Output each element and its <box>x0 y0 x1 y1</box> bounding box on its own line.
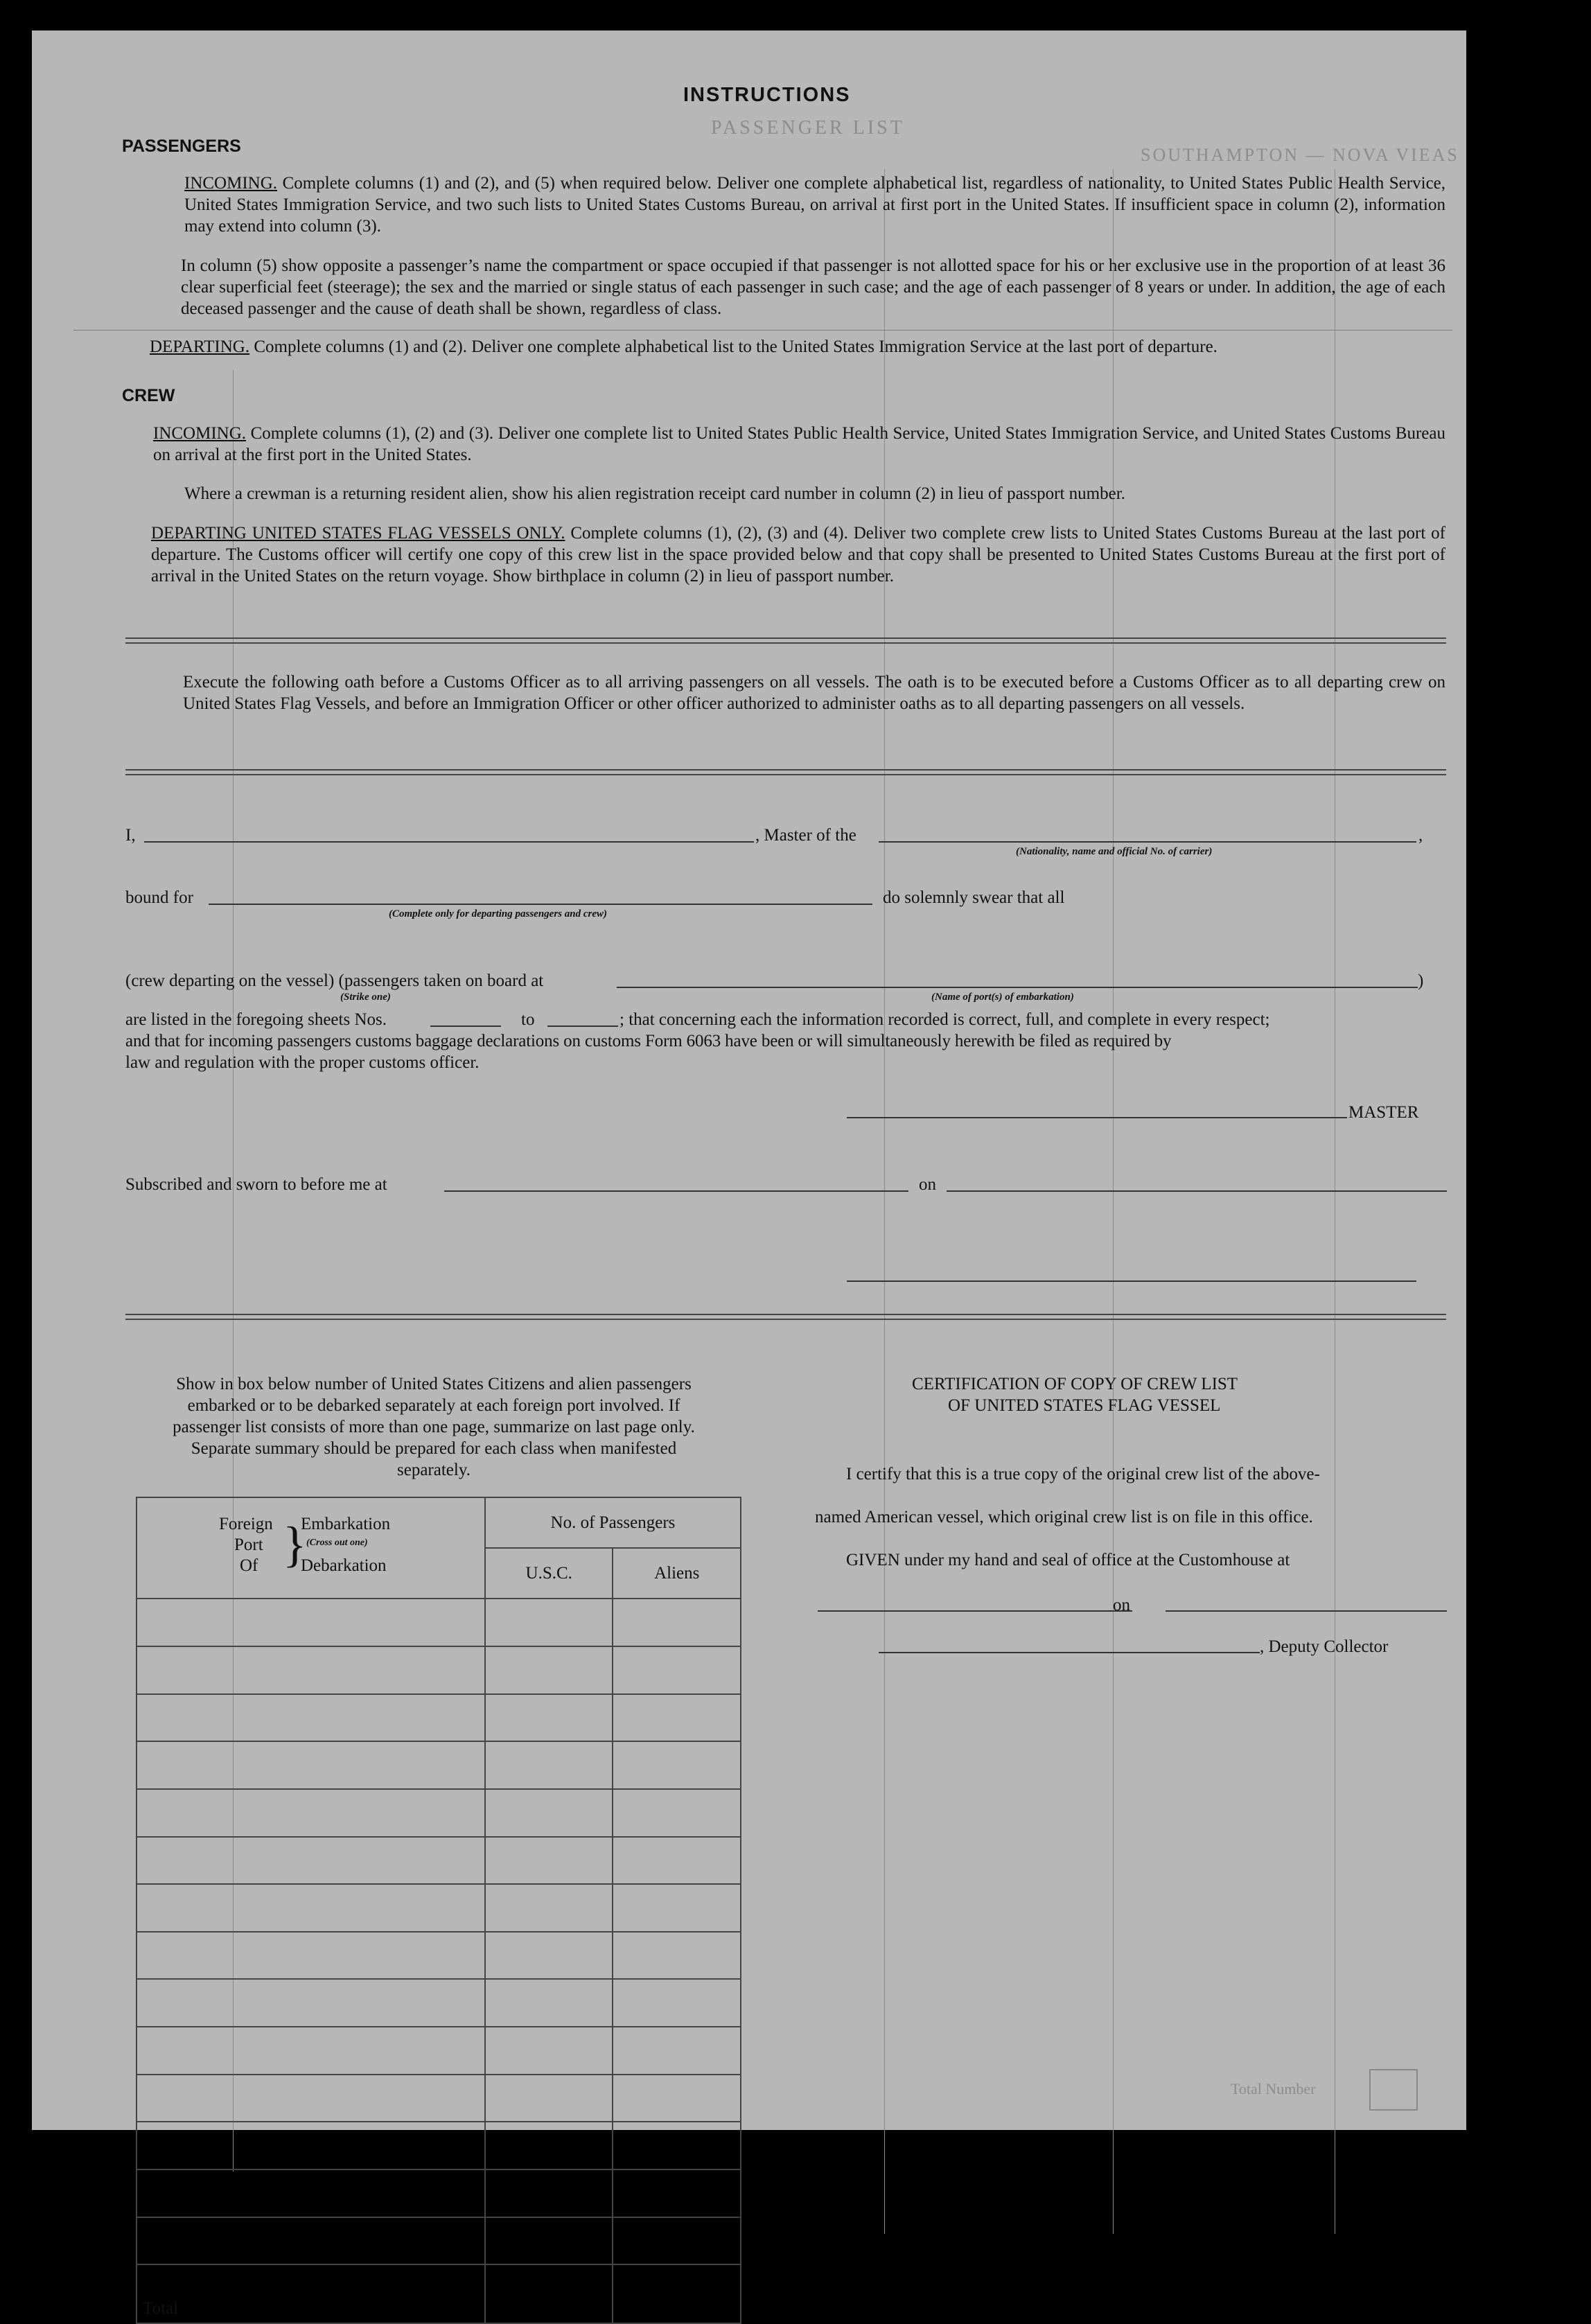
certification-line-3: GIVEN under my hand and seal of office at the Customhouse at <box>846 1551 1290 1569</box>
certification-title-1: CERTIFICATION OF COPY OF CREW LIST <box>912 1375 1238 1393</box>
listed-to-label: to <box>521 1010 535 1029</box>
customhouse-field[interactable] <box>818 1610 1132 1612</box>
passenger-summary-table <box>136 1497 741 2324</box>
aliens-cell[interactable] <box>613 1694 741 1742</box>
total-row-label: Total <box>137 2264 485 2323</box>
aliens-cell[interactable] <box>613 1884 741 1932</box>
sheet-from-field[interactable] <box>430 1025 501 1027</box>
section-divider <box>125 1314 1446 1320</box>
table-row[interactable] <box>137 2217 485 2265</box>
debarkation-label: Debarkation <box>301 1556 387 1576</box>
table-row[interactable] <box>137 1884 485 1932</box>
aliens-cell[interactable] <box>613 2027 741 2075</box>
passengers-departing-text: Complete columns (1) and (2). Deliver one complete alphabetical list to the United States Immigration Service at the last port of departure. <box>254 337 1218 356</box>
divider <box>73 330 1452 331</box>
strike-one-label: (Strike one) <box>340 992 391 1003</box>
usc-cell[interactable] <box>485 2075 613 2122</box>
certification-on-label: on <box>1113 1596 1130 1614</box>
aliens-cell[interactable] <box>613 1599 741 1646</box>
table-row[interactable] <box>137 2122 485 2169</box>
crew-incoming-text: Complete columns (1), (2) and (3). Deliver one complete list to United States Public Health Service, United States Immigration Service, and United States Customs Bureau on arrival at the first port in the United States. <box>153 424 1445 464</box>
crew-incoming-label: INCOMING. <box>153 424 247 443</box>
total-number-box[interactable] <box>1369 2069 1418 2111</box>
deputy-collector-label: , Deputy Collector <box>1260 1637 1389 1656</box>
bound-for-field[interactable] <box>209 904 872 905</box>
sworn-at-field[interactable] <box>444 1190 908 1192</box>
table-row[interactable] <box>137 1599 485 1646</box>
usc-cell[interactable] <box>485 2169 613 2217</box>
aliens-cell[interactable] <box>613 1646 741 1694</box>
bleed-through-text: SOUTHAMPTON — NOVA VIEAS <box>1141 145 1459 165</box>
master-of-label: , Master of the <box>755 826 856 845</box>
bleed-through-line <box>1113 169 1114 2234</box>
of-label: Of <box>240 1556 258 1576</box>
listed-text-b: ; that concerning each the information recorded is correct, full, and complete in every respect; <box>619 1010 1270 1029</box>
bleed-through-text: PASSENGER LIST <box>711 117 905 139</box>
aliens-cell[interactable] <box>613 1789 741 1837</box>
table-row[interactable] <box>137 2075 485 2122</box>
aliens-cell[interactable] <box>613 2122 741 2169</box>
carrier-field[interactable] <box>879 841 1416 843</box>
passengers-heading: PASSENGERS <box>122 137 241 156</box>
usc-cell[interactable] <box>485 1741 613 1789</box>
listed-text-d: law and regulation with the proper customs officer. <box>125 1053 480 1072</box>
port-of-embarkation-field[interactable] <box>617 987 1418 988</box>
usc-cell[interactable] <box>485 1599 613 1646</box>
usc-cell[interactable] <box>485 1694 613 1742</box>
passengers-departing-label: DEPARTING. <box>150 337 250 356</box>
aliens-cell[interactable] <box>613 1932 741 1980</box>
usc-cell[interactable] <box>485 1979 613 2027</box>
usc-cell[interactable] <box>485 1646 613 1694</box>
passengers-departing-paragraph <box>150 336 1445 358</box>
sheet-to-field[interactable] <box>547 1025 618 1027</box>
foreign-port-header <box>137 1497 485 1599</box>
passengers-incoming-label: INCOMING. <box>184 174 278 193</box>
close-paren: ) <box>1418 971 1424 990</box>
crew-departing-label: DEPARTING UNITED STATES FLAG VESSELS ONLY. <box>151 524 565 543</box>
crew-heading: CREW <box>122 386 175 405</box>
master-signature-field[interactable] <box>847 1117 1347 1118</box>
aliens-cell[interactable] <box>613 2169 741 2217</box>
usc-cell[interactable] <box>485 2122 613 2169</box>
aliens-cell[interactable] <box>613 2217 741 2265</box>
table-row[interactable] <box>137 1932 485 1980</box>
certification-date-field[interactable] <box>1166 1610 1447 1612</box>
table-row[interactable] <box>137 1837 485 1885</box>
usc-cell[interactable] <box>485 2217 613 2265</box>
port-field-label: (Name of port(s) of embarkation) <box>931 992 1074 1003</box>
page-title: INSTRUCTIONS <box>683 84 851 106</box>
usc-cell[interactable] <box>485 1884 613 1932</box>
foreign-label: Foreign <box>219 1515 273 1534</box>
oath-i-label: I, <box>125 826 136 845</box>
table-row[interactable] <box>137 1789 485 1837</box>
table-row[interactable] <box>137 1741 485 1789</box>
crew-departing-text: (crew departing on the vessel) (passengers taken on board at <box>125 971 544 990</box>
deputy-collector-signature-field[interactable] <box>879 1652 1260 1653</box>
passengers-incoming-text: Complete columns (1) and (2), and (5) when required below. Deliver one complete alphabetical list, regardless of nationality, to United States Public Health Service, United States Immigration Service, and two such lists to United States Customs Bureau, on arrival at first port in the United States. If insufficient space in column (2), information may extend into column (3). <box>184 174 1446 236</box>
crew-incoming-paragraph <box>153 423 1445 466</box>
table-row[interactable] <box>137 1694 485 1742</box>
certification-title-2: OF UNITED STATES FLAG VESSEL <box>948 1396 1221 1415</box>
brace-icon: } <box>283 1517 307 1573</box>
aliens-cell[interactable] <box>613 2075 741 2122</box>
usc-cell[interactable] <box>485 2027 613 2075</box>
usc-cell[interactable] <box>485 1932 613 1980</box>
port-label: Port <box>234 1535 263 1555</box>
oath-intro: Execute the following oath before a Customs Officer as to all arriving passengers on all vessels. The oath is to be executed before a Customs Officer as to all departing crew on United States Flag Vessels, and before an Immigration Officer or other officer authorized to administer oaths as to all departing passengers on all vessels. <box>183 673 1445 713</box>
listed-text-a: are listed in the foregoing sheets Nos. <box>125 1010 387 1029</box>
listed-text-c: and that for incoming passengers customs baggage declarations on customs Form 6063 have been or will simultaneously herewith be filed as required by <box>125 1032 1172 1050</box>
crew-departing-text: Complete columns (1), (2), (3) and (4). Deliver two complete crew lists to United States Customs Bureau at the last port of departure. The Customs officer will certify one copy of this crew list in the space provided below and that copy shall be presented to United States Customs Bureau at the first port of arrival in the United States on the return voyage. Show birthplace in column (2) in lieu of passport number. <box>151 524 1445 586</box>
bound-for-field-label: (Complete only for departing passengers and crew) <box>389 908 607 919</box>
bleed-through-line <box>884 169 885 2234</box>
carrier-field-label: (Nationality, name and official No. of carrier) <box>1016 846 1213 857</box>
total-usc-cell[interactable] <box>485 2264 613 2323</box>
total-aliens-cell[interactable] <box>613 2264 741 2323</box>
section-divider <box>125 769 1446 775</box>
total-number-label: Total Number <box>1231 2080 1316 2097</box>
sworn-on-label: on <box>919 1175 936 1194</box>
subscribed-label: Subscribed and sworn to before me at <box>125 1175 387 1194</box>
passengers-incoming-paragraph <box>184 173 1445 237</box>
comma: , <box>1418 826 1423 845</box>
usc-cell[interactable] <box>485 1789 613 1837</box>
aliens-cell[interactable] <box>613 1979 741 2027</box>
usc-header: U.S.C. <box>485 1548 613 1599</box>
aliens-header: Aliens <box>613 1548 741 1599</box>
passengers-column5-paragraph: In column (5) show opposite a passenger’s name the compartment or space occupied if that passenger is not allotted space for his or her exclusive use in the proportion of at least 36 clear superficial feet (steerage); the sex and the married or single status of each passenger in such case; and the age of each passenger of 8 years or under. In addition, the age of each deceased passenger and the cause of death shall be shown, regardless of class. <box>181 256 1445 318</box>
certification-line-2: named American vessel, which original crew list is on file in this office. <box>815 1508 1313 1526</box>
summary-intro: Show in box below number of United States Citizens and alien passengers embarked or to be debarked separately at each foreign port involved. If passenger list consists of more than one page, summarize on last page only. Separate summary should be prepared for each class when manifested separately. <box>173 1375 695 1479</box>
cross-out-label: (Cross out one) <box>306 1538 368 1549</box>
table-row[interactable] <box>137 1646 485 1694</box>
usc-cell[interactable] <box>485 1837 613 1885</box>
table-row[interactable] <box>137 2169 485 2217</box>
aliens-cell[interactable] <box>613 1837 741 1885</box>
sworn-on-field[interactable] <box>947 1190 1447 1192</box>
table-row[interactable] <box>137 1979 485 2027</box>
embarkation-label: Embarkation <box>301 1515 391 1534</box>
bound-for-label: bound for <box>125 888 193 907</box>
master-label: MASTER <box>1348 1103 1419 1122</box>
crew-departing-paragraph <box>151 522 1445 587</box>
officer-signature-field[interactable] <box>847 1280 1416 1282</box>
aliens-cell[interactable] <box>613 1741 741 1789</box>
no-passengers-header: No. of Passengers <box>485 1497 741 1548</box>
swear-text: do solemnly swear that all <box>883 888 1065 907</box>
crew-returning-alien-paragraph: Where a crewman is a returning resident alien, show his alien registration receipt card number in column (2) in lieu of passport number. <box>184 484 1125 503</box>
table-row[interactable] <box>137 2027 485 2075</box>
section-divider <box>125 637 1446 644</box>
certification-line-1: I certify that this is a true copy of the original crew list of the above- <box>846 1465 1320 1484</box>
master-name-field[interactable] <box>144 841 754 843</box>
document-page <box>32 30 1466 2318</box>
